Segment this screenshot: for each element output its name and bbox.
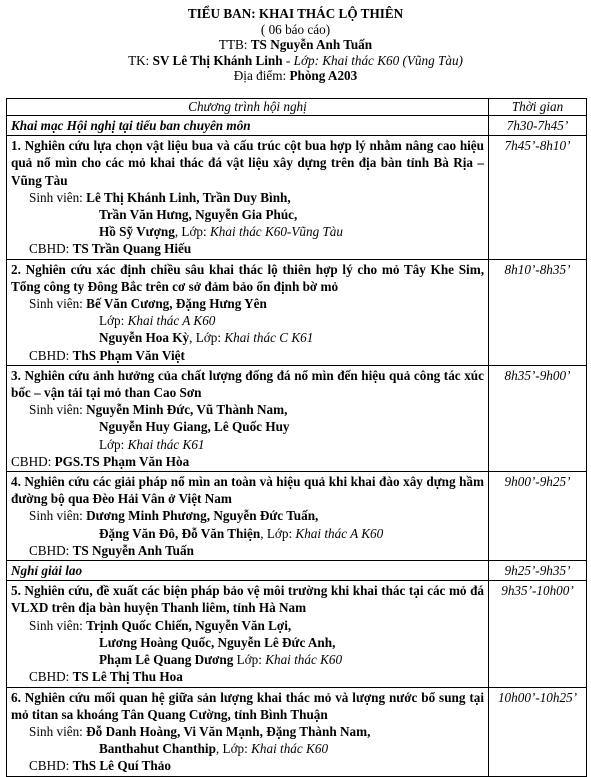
advisor-label: CBHD: <box>29 241 73 257</box>
class-name: Khai thác C K61 <box>224 330 314 346</box>
student-names: Bế Văn Cương, Đặng Hưng Yên <box>86 296 267 312</box>
advisor-name: TS Nguyễn Anh Tuấn <box>72 542 194 558</box>
break-label: Nghỉ giải lao <box>7 561 489 581</box>
student-line <box>11 507 484 524</box>
student-label: Sinh viên: <box>29 617 87 633</box>
table-row <box>7 472 587 561</box>
report-time: 9h35’-10h00’ <box>489 581 587 687</box>
venue-line <box>0 68 591 84</box>
student-line <box>11 189 484 206</box>
student-label: Sinh viên: <box>29 402 87 418</box>
program-table <box>6 98 587 777</box>
break-row <box>7 561 587 581</box>
secretary-name: SV Lê Thị Khánh Linh <box>152 52 283 68</box>
student-names: Đỗ Danh Hoàng, Vi Văn Mạnh, Đặng Thành Nam, <box>86 723 371 739</box>
advisor-label: CBHD: <box>29 669 73 685</box>
class-name: Khai thác K60 <box>265 652 343 668</box>
student-names: Trịnh Quốc Chiến, Nguyễn Văn Lợi, <box>86 617 292 633</box>
venue-label: Địa điểm: <box>233 68 290 83</box>
report-time: 8h35’-9h00’ <box>489 365 587 471</box>
advisor-name: TS Lê Thị Thu Hoa <box>72 669 183 685</box>
student-names: Lương Hoàng Quốc, Nguyễn Lê Đức Anh, <box>99 634 336 650</box>
report-title: 4. Nghiên cứu các giải pháp nổ mìn an toàn và hiệu quả khi khai đào xây dựng hầm đường bộ qua Đèo Hải Vân ở Việt Nam <box>11 474 484 507</box>
table-row <box>7 365 587 471</box>
student-line <box>11 329 484 346</box>
report-cell <box>7 581 489 687</box>
secretary-line <box>0 53 591 69</box>
advisor-name: PGS.TS Phạm Văn Hòa <box>54 453 190 469</box>
student-names: Nguyễn Minh Đức, Vũ Thành Nam, <box>86 402 288 418</box>
advisor-line <box>11 453 484 470</box>
separator: , <box>174 224 182 240</box>
table-row <box>7 581 587 687</box>
report-cell <box>7 136 489 259</box>
student-label: Sinh viên: <box>29 723 87 739</box>
advisor-line <box>11 347 484 364</box>
venue-name: Phòng A203 <box>289 68 358 83</box>
student-line <box>11 401 484 418</box>
student-line <box>11 206 484 223</box>
student-names: Nguyễn Huy Giang, Lê Quốc Huy <box>99 419 290 435</box>
report-cell <box>7 687 489 776</box>
separator: , <box>215 741 223 757</box>
table-header-row <box>7 99 587 116</box>
table-row <box>7 687 587 776</box>
student-line <box>11 617 484 634</box>
advisor-line <box>11 240 484 257</box>
student-names: Banthahut Chanthip <box>99 741 216 757</box>
class-name: Khai thác K61 <box>127 436 205 452</box>
student-line <box>11 651 484 668</box>
student-names: Đặng Văn Đô, Đỗ Văn Thiện <box>99 525 261 541</box>
report-cell <box>7 472 489 561</box>
class-label: Lớp: <box>99 436 128 452</box>
advisor-label: CBHD: <box>11 453 55 469</box>
class-label: Lớp: <box>222 741 252 757</box>
report-time: 7h45’-8h10’ <box>489 136 587 259</box>
session-title: TIỂU BAN: KHAI THÁC LỘ THIÊN <box>187 6 404 21</box>
advisor-label: CBHD: <box>29 758 73 774</box>
student-line <box>11 525 484 542</box>
class-name: Khai thác K60 <box>251 741 329 757</box>
student-names: Trần Văn Hưng, Nguyễn Gia Phúc, <box>99 207 298 223</box>
break-time: 9h25’-9h35’ <box>489 561 587 581</box>
secretary-class: Lớp: Khai thác K60 (Vũng Tàu) <box>293 52 463 68</box>
student-label: Sinh viên: <box>29 296 87 312</box>
advisor-label: CBHD: <box>29 347 73 363</box>
report-time: 8h10’-8h35’ <box>489 259 587 365</box>
class-line <box>11 312 484 329</box>
session-header <box>0 0 591 84</box>
advisor-line <box>11 542 484 559</box>
table-row <box>7 259 587 365</box>
advisor-label: CBHD: <box>29 542 73 558</box>
student-line <box>11 295 484 312</box>
student-label: Sinh viên: <box>29 189 87 205</box>
advisor-name: TS Trần Quang Hiếu <box>72 241 192 257</box>
student-line <box>11 723 484 740</box>
advisor-line <box>11 668 484 685</box>
report-title: 2. Nghiên cứu xác định chiều sâu khai thác lộ thiên hợp lý cho mỏ Tây Khe Sim, Tổng công ty Đông Bắc trên cơ sở đảm bảo ổn định bờ mỏ <box>11 261 484 294</box>
report-time: 10h00’-10h25’ <box>489 687 587 776</box>
report-time: 9h00’-9h25’ <box>489 472 587 561</box>
chair-name: TS Nguyễn Anh Tuấn <box>250 37 373 52</box>
advisor-line <box>11 757 484 774</box>
class-label: Lớp: <box>181 224 210 240</box>
advisor-name: ThS Phạm Văn Việt <box>72 347 185 363</box>
student-names: Hồ Sỹ Vượng <box>99 224 175 240</box>
report-cell <box>7 365 489 471</box>
class-name: Khai thác K60-Vũng Tàu <box>210 224 343 240</box>
secretary-sep: - <box>282 52 294 68</box>
chair-line <box>0 37 591 53</box>
separator: , <box>260 525 267 541</box>
opening-time: 7h30-7h45’ <box>489 116 587 136</box>
student-line <box>11 418 484 435</box>
opening-label: Khai mạc Hội nghị tại tiểu ban chuyên môn <box>7 116 489 136</box>
table-row <box>7 136 587 259</box>
student-line <box>11 223 484 240</box>
class-label: Lớp: <box>266 525 296 541</box>
report-title: 6. Nghiên cứu mối quan hệ giữa sản lượng khai thác mỏ và lượng nước bổ sung tại mỏ titan sa khoáng Tân Quang Cường, tỉnh Bình Thuận <box>11 689 484 722</box>
col-program-header: Chương trình hội nghị <box>7 99 489 116</box>
secretary-label: TK: <box>128 52 153 68</box>
advisor-name: ThS Lê Quí Thảo <box>72 758 171 774</box>
class-name: Khai thác A K60 <box>127 313 216 329</box>
student-names: Phạm Lê Quang Dương <box>99 652 234 668</box>
report-count: ( 06 báo cáo) <box>260 21 331 37</box>
student-names: Dương Minh Phương, Nguyễn Đức Tuấn, <box>86 508 319 524</box>
report-title: 3. Nghiên cứu ảnh hưởng của chất lượng đống đá nổ mìn đến hiệu quả công tác xúc bốc – vận tải tại mỏ than Cao Sơn <box>11 367 484 401</box>
class-line <box>11 436 484 453</box>
class-label: Lớp: <box>236 652 266 668</box>
student-label: Sinh viên: <box>29 508 87 524</box>
chair-label: TTB: <box>218 37 251 52</box>
student-names: Nguyễn Hoa Kỳ <box>99 330 190 346</box>
opening-row <box>7 116 587 136</box>
class-name: Khai thác A K60 <box>295 525 384 541</box>
col-time-header: Thời gian <box>489 99 587 116</box>
report-title: 5. Nghiên cứu, đề xuất các biện pháp bảo vệ môi trường khi khai thác tại các mỏ đá VLXD trên địa bàn huyện Thanh liêm, tỉnh Hà Nam <box>11 583 484 616</box>
student-line <box>11 634 484 651</box>
report-title: 1. Nghiên cứu lựa chọn vật liệu bua và cấu trúc cột bua hợp lý nhằm nâng cao hiệu quả nổ mìn cho các mỏ khai thác đá vật liệu xây dựng trên địa bàn tỉnh Bà Rịa – Vũng Tàu <box>11 138 484 188</box>
student-line <box>11 740 484 757</box>
separator: , <box>189 330 196 346</box>
class-label: Lớp: <box>195 330 225 346</box>
class-label: Lớp: <box>99 313 128 329</box>
student-names: Lê Thị Khánh Linh, Trần Duy Bình, <box>86 189 291 205</box>
report-cell <box>7 259 489 365</box>
